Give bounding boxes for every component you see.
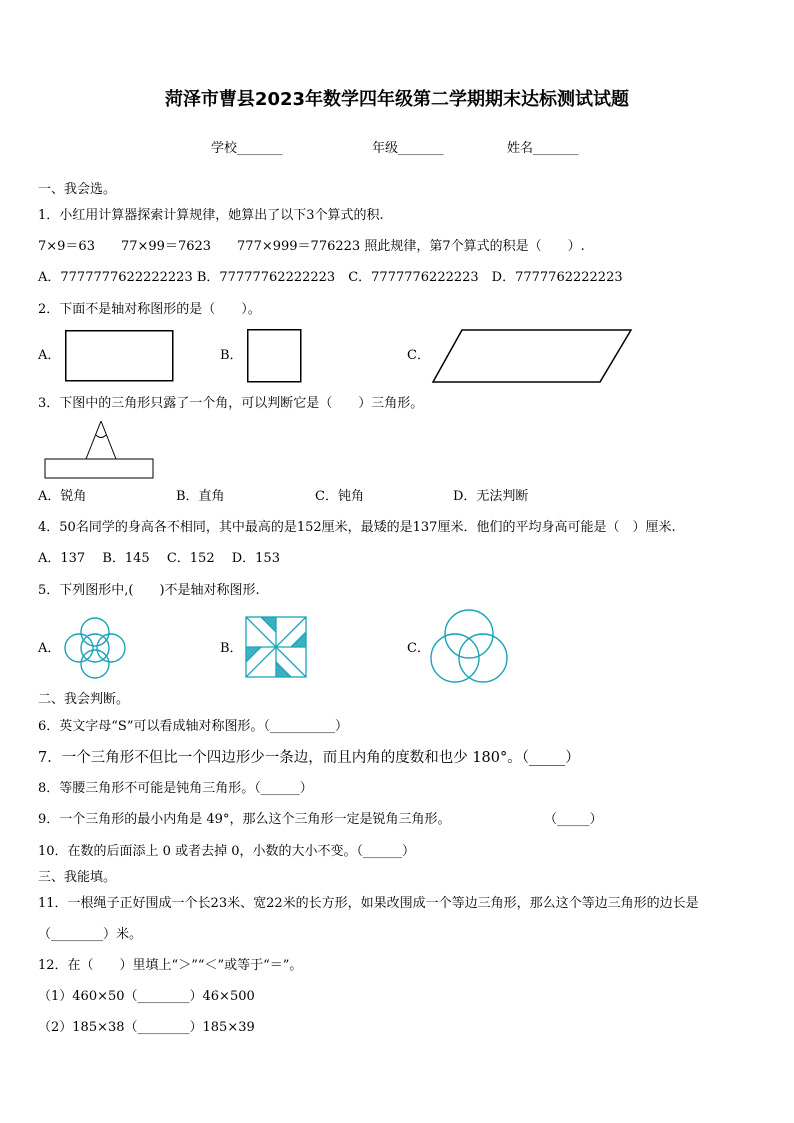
question-4-options: A．137 B．145 C．152 D．153 — [38, 551, 280, 566]
section-heading-3: 三、我能填。 — [38, 870, 117, 885]
section-heading-1: 一、我会选。 — [38, 182, 117, 197]
question-8: 8．等腰三角形不可能是钝角三角形。（______） — [38, 781, 313, 796]
question-5-option-a: A． — [38, 641, 61, 656]
question-2-option-b: B． — [220, 348, 243, 363]
question-5-option-c: C． — [407, 641, 430, 656]
question-11-line2: （________）米。 — [38, 927, 143, 942]
question-12-part-2: （2）185×38（________）185×39 — [38, 1020, 255, 1035]
question-10: 10．在数的后面添上 0 或者去掉 0，小数的大小不变。（______） — [38, 844, 415, 859]
school-field: 学校_______ — [211, 141, 283, 156]
hidden-triangle-figure — [44, 419, 156, 481]
question-7: 7．一个三角形不但比一个四边形少一条边，而且内角的度数和也少 180°。（_____） — [38, 750, 580, 766]
question-3-stem: 3．下图中的三角形只露了一个角，可以判断它是（ ）三角形。 — [38, 396, 424, 411]
question-5-option-b: B． — [220, 641, 243, 656]
question-11-line1: 11．一根绳子正好围成一个长23米、宽22米的长方形，如果改围成一个等边三角形，那么这个等边三角形的边长是 — [38, 896, 699, 911]
question-2-stem: 2．下面不是轴对称图形的是（ ）。 — [38, 302, 261, 317]
rectangle-figure — [65, 330, 175, 382]
question-2-option-c: C． — [407, 348, 430, 363]
pinwheel-figure — [245, 616, 309, 680]
parallelogram-figure — [432, 329, 632, 384]
question-6: 6．英文字母“S”可以看成轴对称图形。（__________） — [38, 719, 348, 734]
question-12-part-1: （1）460×50（________）46×500 — [38, 989, 255, 1004]
name-field: 姓名_______ — [507, 141, 579, 156]
question-1-stem: 1．小红用计算器探索计算规律，她算出了以下3个算式的积. — [38, 208, 384, 223]
question-4-stem: 4．50名同学的身高各不相同，其中最高的是152厘米，最矮的是137厘米．他们的平均身高可能是（ ）厘米. — [38, 520, 676, 535]
question-12-stem: 12．在（ ）里填上“＞”“＜”或等于“＝”。 — [38, 958, 303, 973]
three-arc-figure — [429, 608, 509, 688]
question-1-line2: 7×9＝63 77×99＝7623 777×999＝776223 照此规律，第7个算式的积是（ ）. — [38, 239, 585, 254]
question-1-options: A．7777777622222223 B．77777762222223 C．7777776222223 D．7777762222223 — [38, 270, 623, 285]
question-3-option-a: A．锐角 — [38, 489, 87, 504]
page-title: 菏泽市曹县2023年数学四年级第二学期期末达标测试试题 — [164, 89, 630, 110]
question-9: 9．一个三角形的最小内角是 49°，那么这个三角形一定是锐角三角形。 — [38, 812, 451, 827]
grade-field: 年级_______ — [372, 141, 444, 156]
square-figure — [247, 329, 303, 384]
four-circle-flower-figure — [62, 617, 128, 679]
question-3-option-c: C．钝角 — [315, 489, 364, 504]
question-5-stem: 5．下列图形中,( )不是轴对称图形. — [38, 583, 260, 598]
question-2-option-a: A． — [38, 348, 61, 363]
question-3-option-b: B．直角 — [176, 489, 225, 504]
section-heading-2: 二、我会判断。 — [38, 692, 130, 707]
question-3-option-d: D．无法判断 — [453, 489, 529, 504]
question-9-blank: （_____） — [544, 812, 603, 827]
